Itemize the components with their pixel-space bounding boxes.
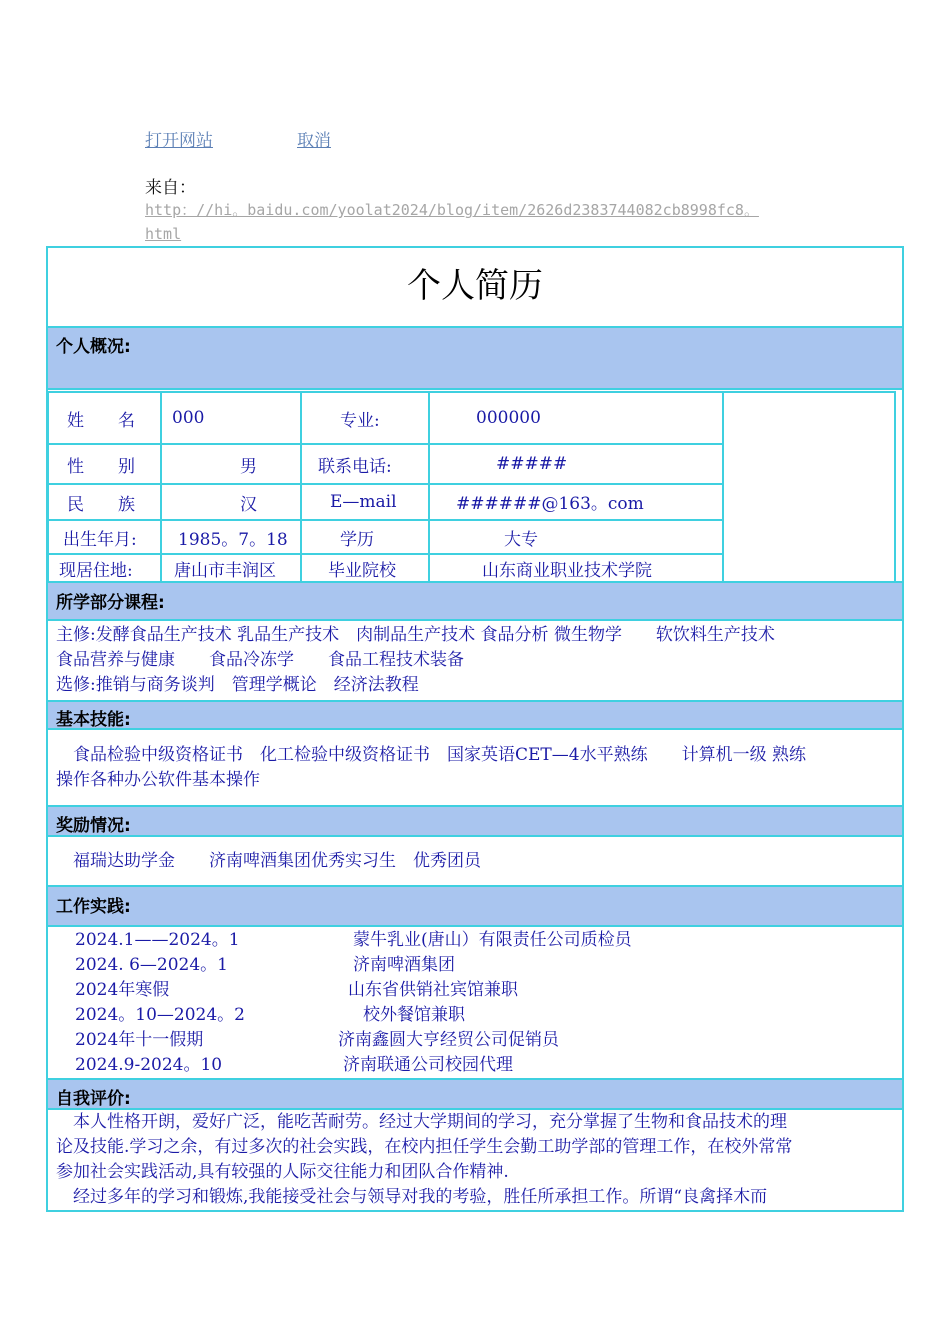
photo-box: [722, 391, 896, 583]
work-item: [75, 1028, 559, 1053]
email-label: E—mail: [300, 483, 430, 521]
gender-label: 性 别: [47, 443, 162, 485]
awards-title: 奖励情况:: [56, 816, 131, 836]
work-item: [75, 953, 455, 978]
self-line: 论及技能.学习之余，有过多次的社会实践，在校内担任学生会勤工助学部的管理工作，在校外常常: [56, 1137, 793, 1157]
ethnicity-label: 民 族: [47, 483, 162, 521]
from-label: 来自：: [145, 178, 196, 198]
work-list: [75, 928, 632, 1078]
education-label: 学历: [300, 519, 430, 555]
birth-label: 出生年月:: [47, 519, 162, 555]
courses-line: 主修:发酵食品生产技术 乳品生产技术 肉制品生产技术 食品分析 微生物学 软饮料生产技术: [56, 625, 775, 645]
self-content: [56, 1110, 792, 1210]
work-date: 2024.9-2024。10: [75, 1055, 223, 1075]
school-value: 山东商业职业技术学院: [428, 553, 724, 583]
self-band: [46, 1078, 904, 1110]
email-value: ######@163。com: [428, 483, 724, 521]
courses-line: 选修:推销与商务谈判 管理学概论 经济法教程: [56, 675, 419, 695]
ethnicity-value: 汉: [160, 483, 302, 521]
work-desc: 济南鑫圆大亨经贸公司促销员: [338, 1030, 559, 1050]
gender-value: 男: [160, 443, 302, 485]
work-desc: 济南联通公司校园代理: [343, 1055, 513, 1075]
courses-band: [46, 581, 904, 621]
work-desc: 济南啤酒集团: [353, 955, 455, 975]
overview-band: [46, 326, 904, 390]
skills-line: 食品检验中级资格证书 化工检验中级资格证书 国家英语CET—4水平熟练 计算机一级 熟练: [56, 745, 806, 765]
work-item: [75, 1003, 465, 1028]
work-date: 2024. 6—2024。1: [75, 955, 228, 975]
overview-title: 个人概况:: [56, 337, 131, 357]
work-date: 2024年寒假: [75, 980, 170, 1000]
residence-label: 现居住地:: [47, 553, 162, 583]
school-label: 毕业院校: [300, 553, 430, 583]
major-value: 000000: [428, 391, 724, 445]
work-title: 工作实践:: [56, 897, 131, 917]
source-url[interactable]: [145, 198, 759, 246]
self-line: 本人性格开朗，爱好广泛，能吃苦耐劳。经过大学期间的学习，充分掌握了生物和食品技术的理: [56, 1112, 787, 1132]
cancel-link[interactable]: 取消: [297, 131, 331, 151]
birth-value: 1985。7。18: [160, 519, 302, 555]
work-desc: 蒙牛乳业(唐山）有限责任公司质检员: [353, 930, 632, 950]
skills-content: [56, 743, 806, 793]
self-title: 自我评价:: [56, 1089, 131, 1109]
name-label: 姓 名: [47, 391, 162, 445]
self-line: 经过多年的学习和锻炼,我能接受社会与领导对我的考验，胜任所承担工作。所谓“良禽择木而: [56, 1187, 768, 1207]
work-desc: 山东省供销社宾馆兼职: [348, 980, 518, 1000]
work-item: [75, 928, 632, 953]
work-desc: 校外餐馆兼职: [363, 1005, 465, 1025]
residence-value: 唐山市丰润区: [160, 553, 302, 583]
education-value: 大专: [428, 519, 724, 555]
skills-band: [46, 700, 904, 730]
work-date: 2024。10—2024。2: [75, 1005, 245, 1025]
courses-content: [56, 623, 775, 698]
self-line: 参加社会实践活动,具有较强的人际交往能力和团队合作精神.: [56, 1162, 509, 1182]
courses-line: 食品营养与健康 食品冷冻学 食品工程技术装备: [56, 650, 464, 670]
awards-band: [46, 805, 904, 837]
page-title: 个人简历: [407, 265, 543, 306]
major-label: 专业:: [300, 391, 430, 445]
work-date: 2024年十一假期: [75, 1030, 204, 1050]
source-url-line1[interactable]: http：//hi。baidu.com/yoolat2024/blog/item/2626d2383744082cb8998fc8。: [145, 201, 759, 219]
open-site-link[interactable]: 打开网站: [145, 131, 213, 151]
phone-value: #####: [428, 443, 724, 485]
courses-title: 所学部分课程:: [56, 593, 165, 613]
skills-line: 操作各种办公软件基本操作: [56, 770, 260, 790]
work-item: [75, 1053, 513, 1078]
work-date: 2024.1——2024。1: [75, 930, 240, 950]
name-value: 000: [160, 391, 302, 445]
phone-label: 联系电话:: [300, 443, 430, 485]
work-item: [75, 978, 518, 1003]
awards-content: 福瑞达助学金 济南啤酒集团优秀实习生 优秀团员: [56, 851, 481, 871]
skills-title: 基本技能:: [56, 710, 131, 730]
source-url-line2[interactable]: html: [145, 225, 182, 243]
work-band: [46, 885, 904, 927]
